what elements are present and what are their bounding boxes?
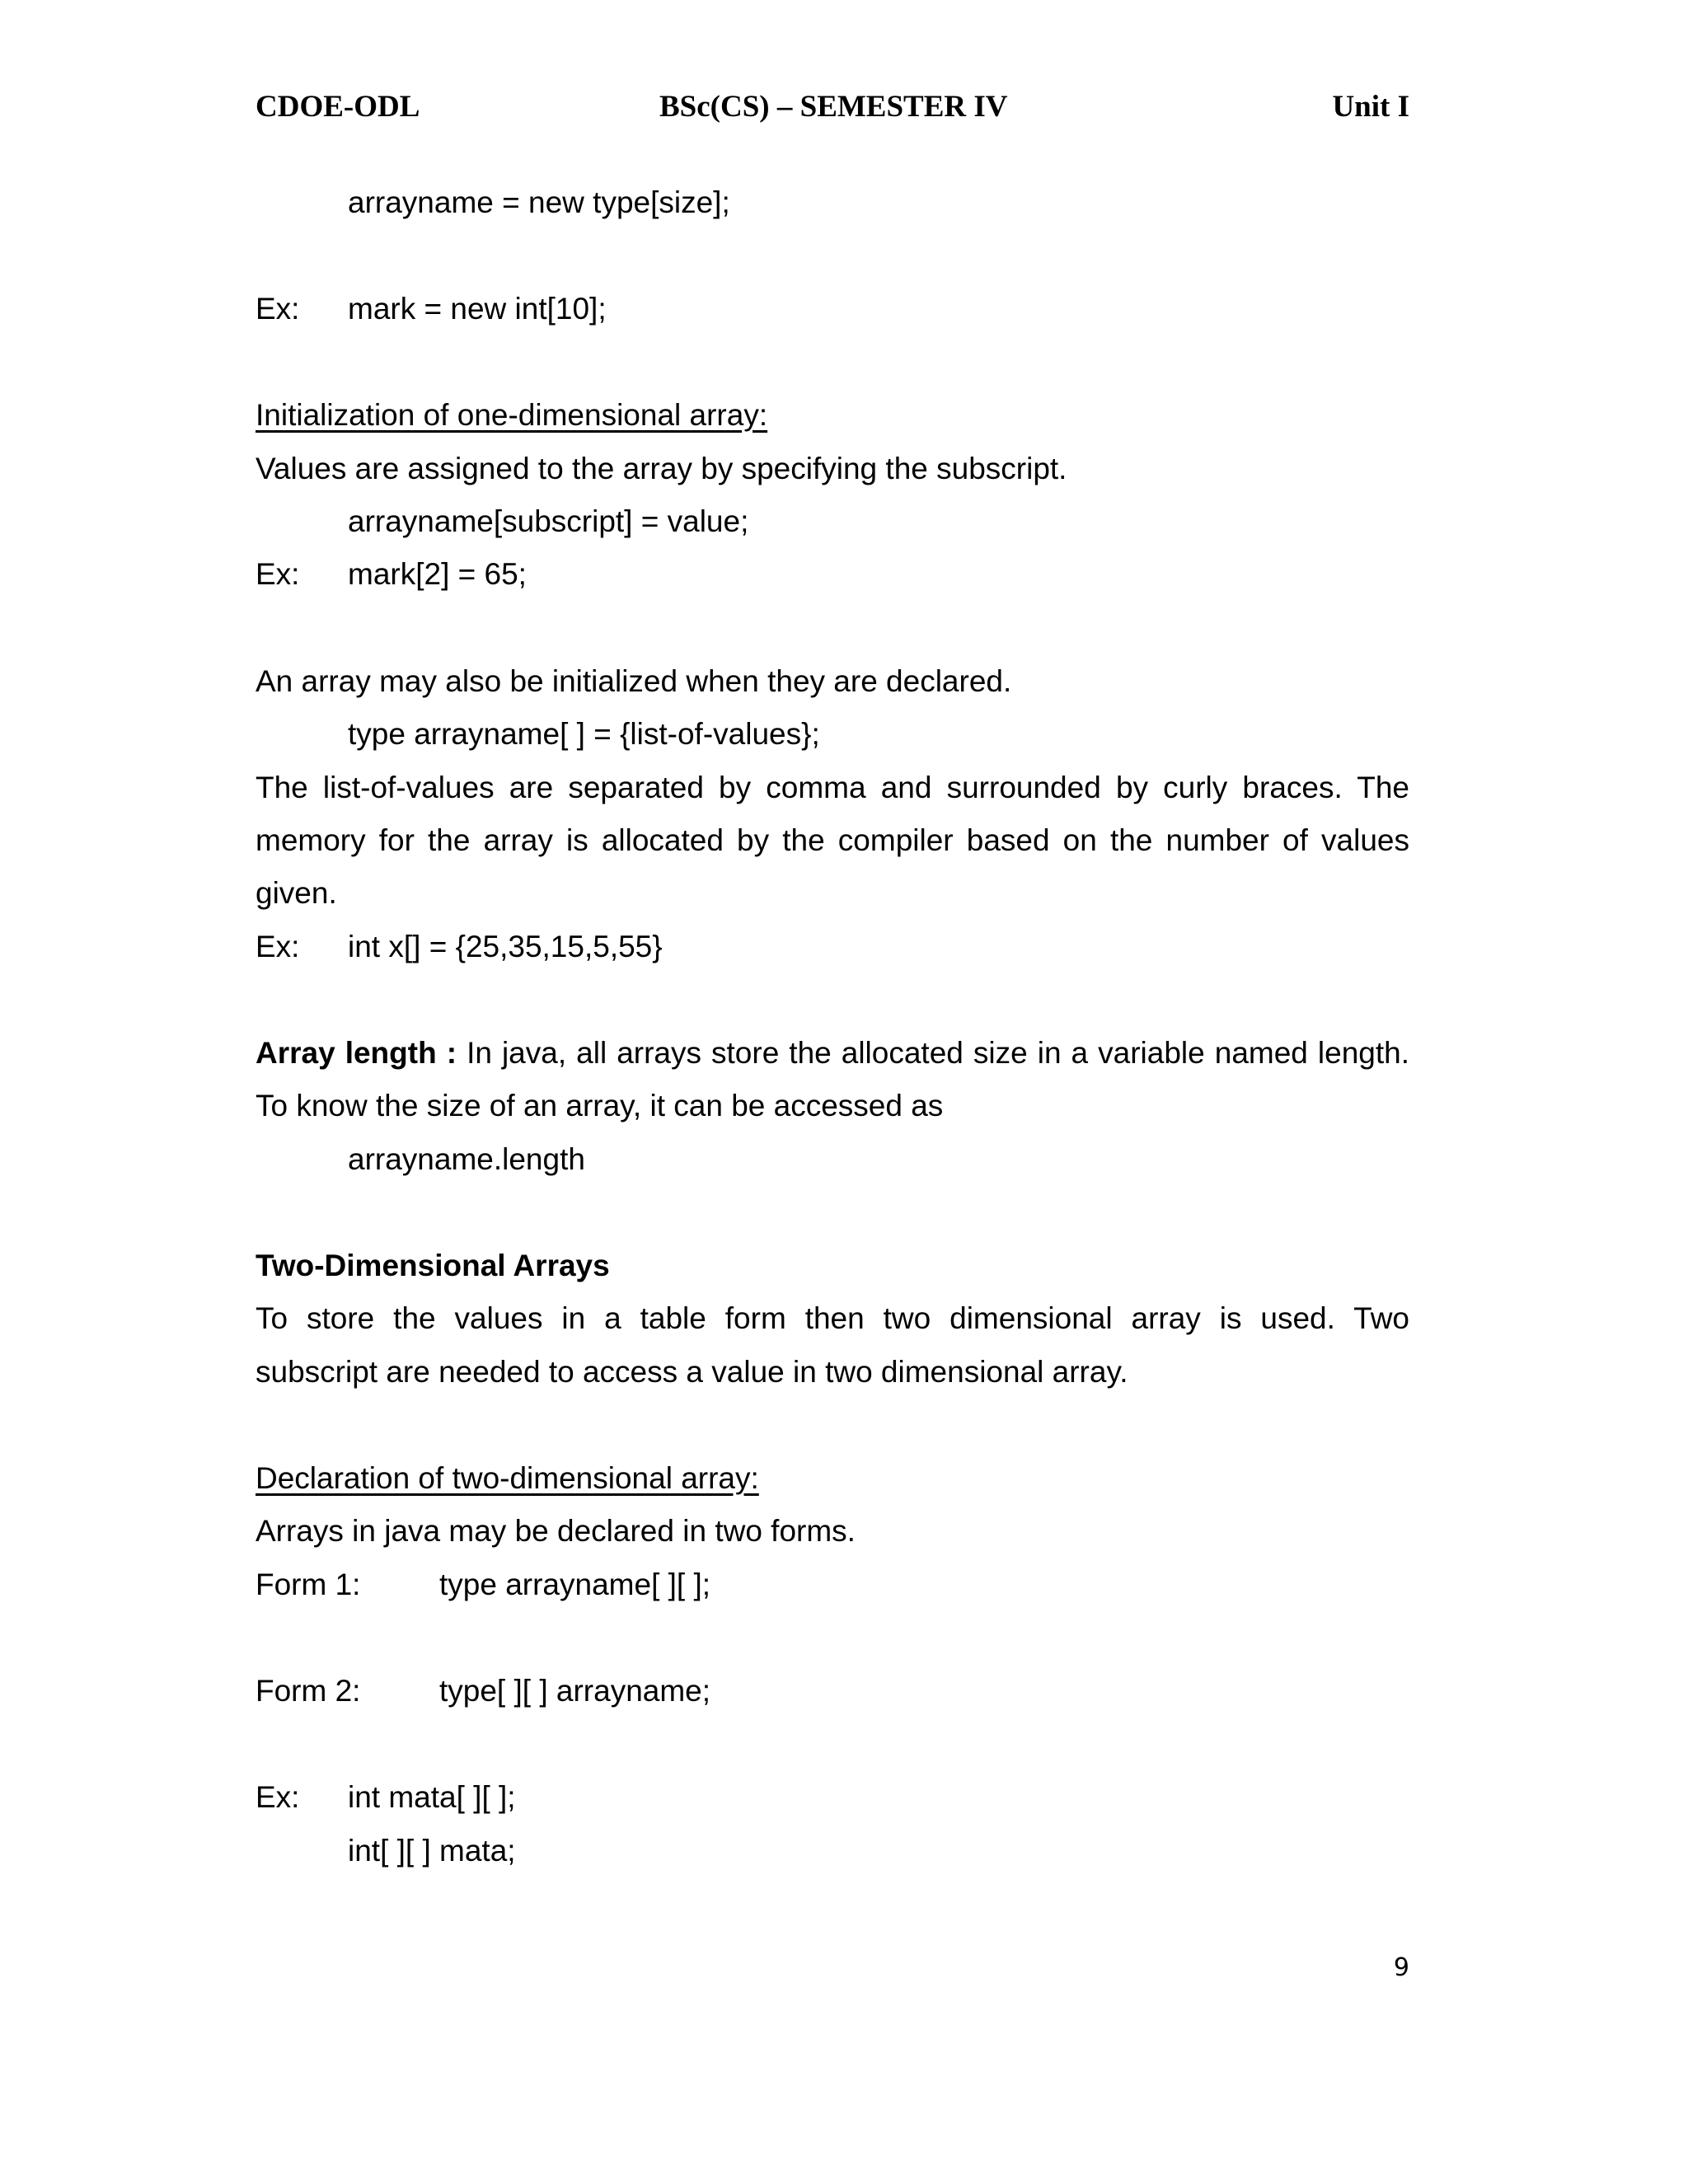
declared-init-description: An array may also be initialized when they are declared. [256, 664, 1012, 698]
form-1-label: Form 1: [256, 1568, 361, 1601]
example-label: Ex: [256, 292, 300, 326]
form-2-label: Form 2: [256, 1674, 361, 1708]
section-heading-2d: Two-Dimensional Arrays [256, 1249, 610, 1282]
header-course: BSc(CS) – SEMESTER IV [659, 90, 1008, 124]
array-length-text: In java, all arrays store the allocated size in a variable named length. [457, 1036, 1410, 1070]
syntax-subscript: arrayname[subscript] = value; [348, 504, 749, 538]
syntax-list-init: type arrayname[ ] = {list-of-values}; [348, 717, 820, 751]
syntax-new-array: arrayname = new type[size]; [348, 185, 730, 219]
two-d-paragraph-line-1: To store the values in a table form then two dimensional array is used. Two [256, 1301, 1409, 1335]
header-unit: Unit I [1332, 90, 1409, 124]
example-label: Ex: [256, 930, 300, 963]
two-d-paragraph-line-2: subscript are needed to access a value in two dimensional array. [256, 1355, 1128, 1389]
example-2d-line-2: int[ ][ ] mata; [348, 1834, 516, 1868]
list-paragraph-line-2: memory for the array is allocated by the compiler based on the number of values [256, 823, 1409, 857]
section-heading-decl-2d: Declaration of two-dimensional array: [256, 1461, 759, 1495]
init-description: Values are assigned to the array by specifying the subscript. [256, 452, 1067, 485]
form-2-code: type[ ][ ] arrayname; [439, 1674, 711, 1708]
example-subscript: mark[2] = 65; [348, 557, 527, 591]
syntax-length: arrayname.length [348, 1142, 585, 1176]
list-paragraph-line-1: The list-of-values are separated by comma and surrounded by curly braces. The [256, 771, 1409, 804]
example-label: Ex: [256, 1780, 300, 1814]
section-heading-init-1d: Initialization of one-dimensional array: [256, 398, 768, 432]
example-new-array: mark = new int[10]; [348, 292, 607, 326]
example-label: Ex: [256, 557, 300, 591]
decl-description: Arrays in java may be declared in two forms. [256, 1514, 856, 1548]
page-header [256, 89, 1409, 135]
array-length-paragraph [256, 1035, 1409, 1071]
example-2d-line-1: int mata[ ][ ]; [348, 1780, 516, 1814]
example-list-init: int x[] = {25,35,15,5,55} [348, 930, 663, 963]
page-number: 9 [1393, 1953, 1409, 1982]
array-length-label: Array length : [256, 1036, 457, 1070]
form-1-code: type arrayname[ ][ ]; [439, 1568, 711, 1601]
header-institution: CDOE-ODL [256, 90, 420, 124]
list-paragraph-line-3: given. [256, 876, 337, 910]
array-length-line-2: To know the size of an array, it can be accessed as [256, 1089, 944, 1122]
